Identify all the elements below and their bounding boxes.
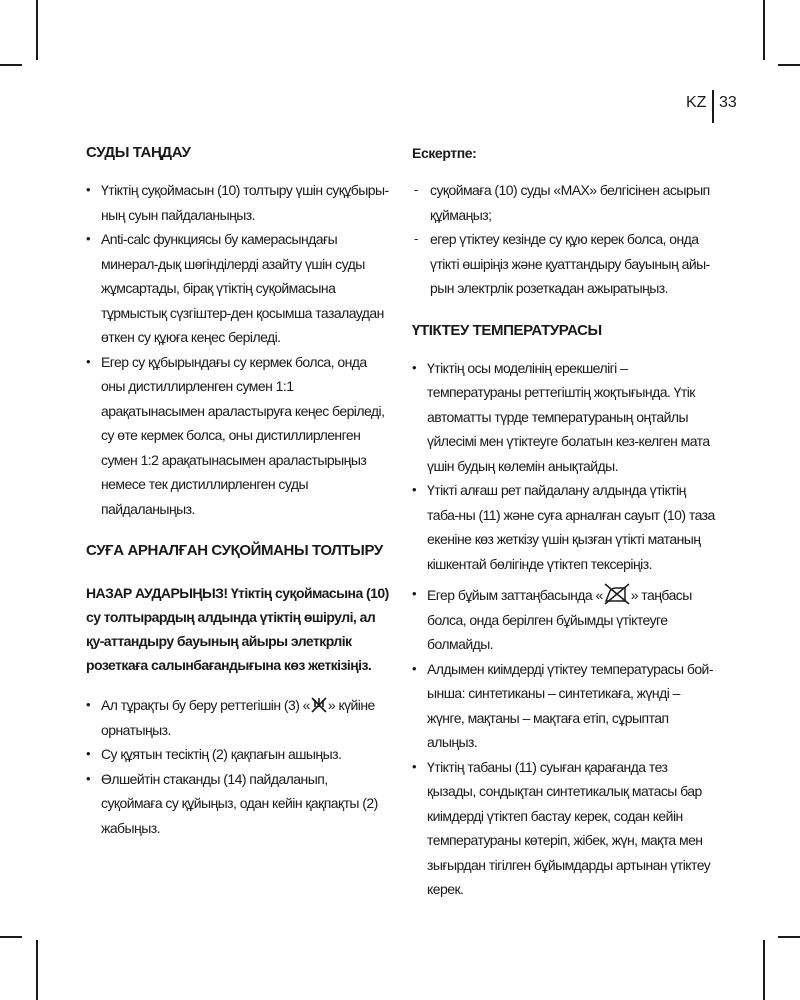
crop-mark-top-left-h (0, 64, 22, 66)
no-steam-icon (310, 696, 328, 714)
language-code: KZ (686, 94, 707, 111)
water-selection-list (86, 178, 392, 521)
crop-mark-top-right (763, 0, 765, 60)
right-column-content (412, 142, 718, 902)
crop-mark-bottom-right (763, 940, 765, 1000)
do-not-iron-icon (603, 582, 631, 606)
list-item: • Егер су құбырындағы су кермек болса, онда оны дистиллирленген сумен 1:1 арақатынасымен араластыруға кеңес беріледі, су өте кермек болса, оны дистиллирленген сумен 1:2 арақатынасымен араластырыңыз немесе тек дистиллирленген суды пайдаланыңыз. (86, 350, 392, 522)
section-title-water-selection: СУДЫ ТАҢДАУ (86, 144, 191, 161)
list-item: - суқоймаға (10) суды «MAX» белгісінен асырып құймаңыз; (412, 178, 718, 227)
page-header (655, 90, 765, 124)
crop-mark-top-left (36, 0, 38, 60)
note-list (412, 178, 718, 301)
right-column (412, 142, 718, 902)
left-column (86, 142, 392, 840)
list-item: • Су құятын тесіктің (2) қақпағын ашыңыз. (86, 742, 392, 767)
ironing-temperature-list (412, 356, 718, 902)
warning-text: НАЗАР АУДАРЫҢЫЗ! Үтіктің суқоймасына (10) су толтырардың алдында үтіктің өшірулі, ал қу-аттандыру бауының айыры элеткрлік розеткаға салынбағандығына көз жеткізіңіз. (86, 585, 389, 673)
section-title-filling-tank: СУҒА АРНАЛҒАН СУҚОЙМАНЫ ТОЛТЫРУ (86, 542, 383, 559)
section-title-ironing-temperature: ҮТІКТЕУ ТЕМПЕРАТУРАСЫ (412, 321, 602, 339)
list-item (412, 582, 718, 657)
header-divider (712, 90, 714, 123)
filling-tank-list (86, 693, 392, 840)
list-item: • Алдымен киімдерді үтіктеу температурасы бой-ынша: синтетиканы – синтетикаға, жүнді – жүнге, мақтаны – мақтаға етіп, сұрыптап алыңыз. (412, 657, 718, 755)
crop-mark-top-right-h (778, 64, 800, 66)
list-item-text: Егер бұйым заттаңбасында « (427, 587, 603, 603)
list-item: • Anti-calc функциясы бу камерасындағы минерал-дық шөгінділерді азайту үшін суды жұмсартады, бірақ үтіктің суқоймасына тұрмыстық сүзгіштер-ден қосымша тазалаудан өткен су құюға кеңес беріледі. (86, 227, 392, 350)
crop-mark-bottom-left (36, 940, 38, 1000)
note-title: Ескертпе: (412, 145, 477, 161)
list-item: • Үтіктің осы моделінің ерекшелігі – температураны реттегіштің жоқтығында. Үтік автоматты түрде температураның оңтайлы үйлесімі мен үтіктеуге болатын кез-келген мата үшін будың көлемін анықтайды. (412, 356, 718, 479)
list-item: • Үтіктің суқоймасын (10) толтыру үшін суқұбыры-ның суын пайдаланыңыз. (86, 178, 392, 227)
left-column-content (86, 142, 392, 840)
page-number: 33 (719, 94, 737, 111)
list-item-text: » күйіне орнатыңыз. (101, 697, 375, 738)
list-item-text: » таңбасы болса, онда берілген бұйымды үтіктеуге болмайды. (427, 587, 692, 652)
list-item: - егер үтіктеу кезінде су құю керек болса, онда үтікті өшіріңіз және қуаттандыру бауының айы-рын электрлік розеткадан ажыратыңыз. (412, 227, 718, 301)
crop-mark-bottom-left-h (0, 936, 22, 938)
list-item (86, 693, 392, 742)
crop-mark-bottom-right-h (778, 936, 800, 938)
list-item: • Өлшейтін стаканды (14) пайдаланып, суқоймаға су құйыңыз, одан кейін қақпақты (2) жабыңыз. (86, 767, 392, 841)
list-item-text: Ал тұрақты бу беру реттегішін (3) « (101, 697, 310, 713)
list-item: • Үтікті алғаш рет пайдалану алдында үтіктің таба-ны (11) және суға арналған сауыт (10) таза екеніне көз жеткізу үшін қызған үтікті матаның кішкентай бөлігінде үтіктеп тексеріңіз. (412, 478, 718, 576)
list-item: • Үтіктің табаны (11) суыған қарағанда тез қызады, сондықтан синтетикалық матасы бар киімдерді үтіктеп бастау керек, содан кейін температураны көтеріп, жібек, жүн, мақта мен зығырдан тігілген бұйымдарды артынан үтіктеу керек. (412, 755, 718, 902)
